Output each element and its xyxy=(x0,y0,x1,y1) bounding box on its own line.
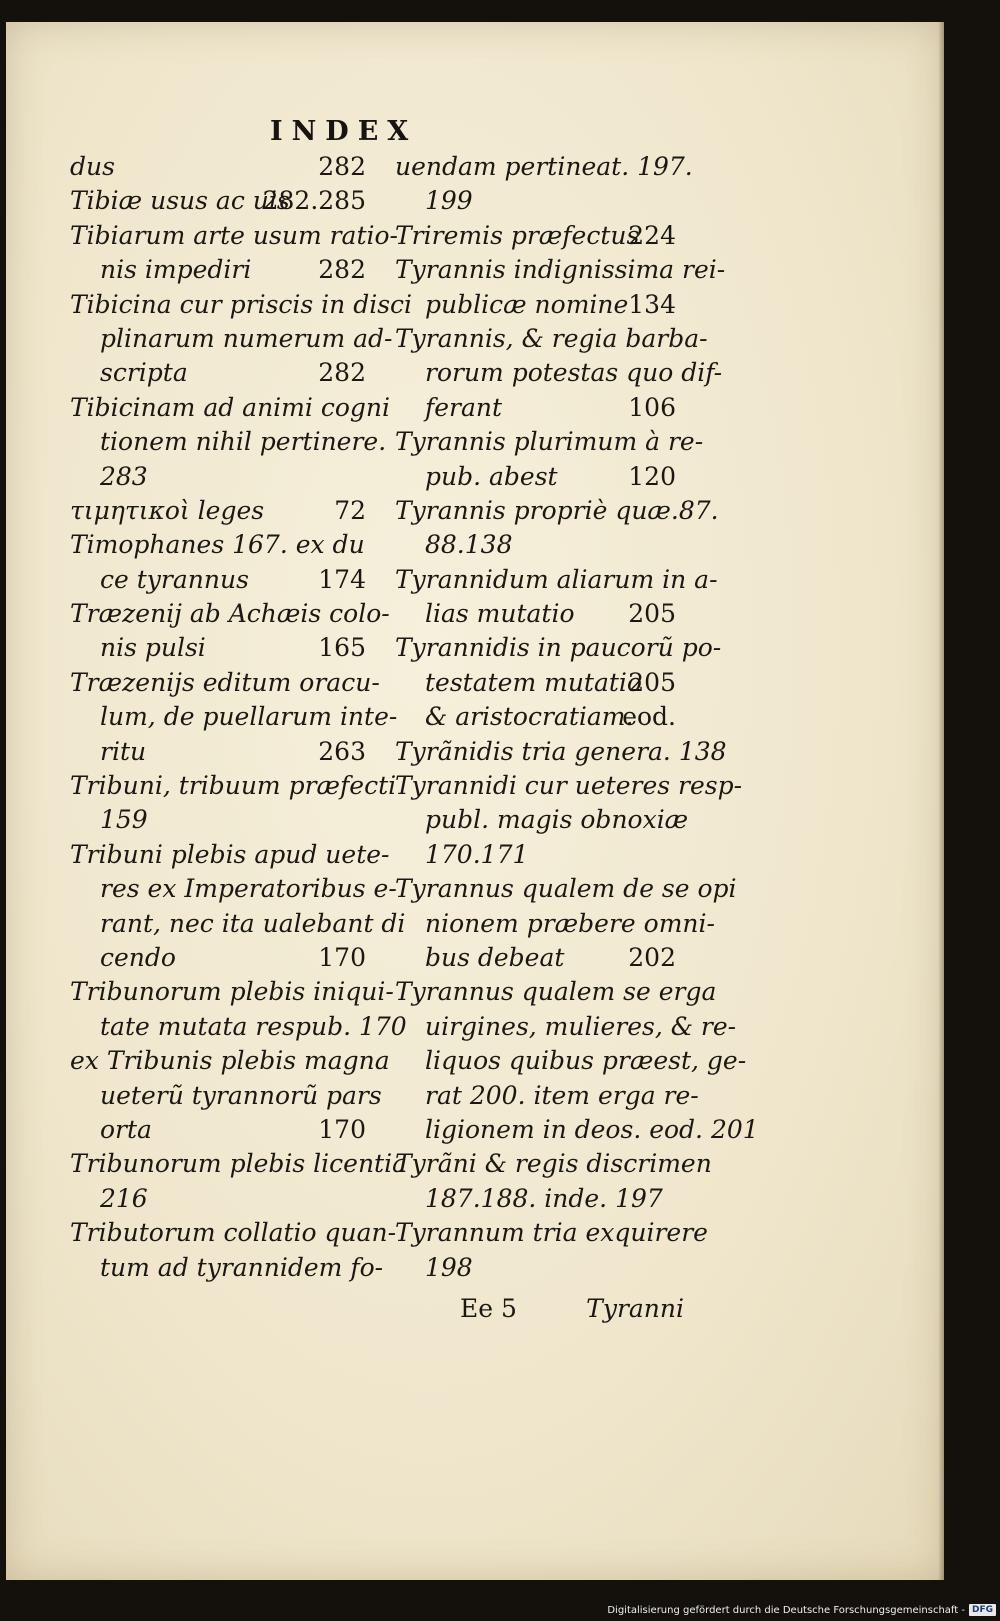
entry-line xyxy=(395,494,719,528)
entry-line xyxy=(70,1251,384,1285)
dfg-logo: DFG xyxy=(969,1604,996,1616)
page-reference: 263 xyxy=(318,736,366,766)
entry-text: res ex Imperatoribus e- xyxy=(100,874,397,904)
entry-text: tate mutata respub. 170 xyxy=(100,1011,407,1041)
entry-line xyxy=(70,803,370,837)
entry-line xyxy=(395,941,680,975)
entry-line xyxy=(70,1044,390,1078)
index-entry xyxy=(395,1216,708,1285)
entry-text: uirgines, mulieres, & re- xyxy=(425,1011,737,1041)
index-column-right xyxy=(395,150,759,1285)
entry-line xyxy=(395,391,680,425)
entry-text: Træzenijs editum oracu- xyxy=(70,667,380,697)
entry-text: Tyrannus qualem se erga xyxy=(395,977,717,1007)
entry-text: testatem mutatio xyxy=(425,667,642,697)
index-entry xyxy=(395,150,693,219)
index-entry xyxy=(395,563,718,632)
entry-text: Timophanes 167. ex du xyxy=(70,530,365,560)
entry-line xyxy=(395,1044,747,1078)
index-entry xyxy=(70,838,406,976)
index-entry xyxy=(395,975,759,1147)
page-reference: 282.285 xyxy=(262,186,366,216)
entry-line xyxy=(395,872,737,906)
entry-line xyxy=(70,322,393,356)
entry-text: Tyrannum tria exquirere xyxy=(395,1218,708,1248)
entry-line xyxy=(70,1182,370,1216)
entry-text: plinarum numerum ad- xyxy=(100,323,393,353)
entry-line xyxy=(395,253,726,287)
index-entry xyxy=(395,631,722,734)
index-entry xyxy=(70,219,399,288)
entry-text: 216 xyxy=(100,1183,148,1213)
index-entry xyxy=(70,1044,390,1147)
index-entry xyxy=(70,666,398,769)
entry-text: rant, nec ita ualebant di xyxy=(100,908,406,938)
entry-text: rorum potestas quo dif- xyxy=(425,358,723,388)
index-entry xyxy=(395,872,737,975)
entry-line xyxy=(70,150,370,184)
entry-line xyxy=(70,1147,407,1181)
entry-text: cendo xyxy=(100,942,176,972)
entry-line xyxy=(395,288,680,322)
entry-line xyxy=(395,1079,699,1113)
entry-line xyxy=(70,975,394,1009)
entry-line xyxy=(395,356,723,390)
page-reference: eod. xyxy=(622,702,676,732)
page-reference: 170 xyxy=(318,942,366,972)
entry-line xyxy=(70,1010,407,1044)
entry-text: Tibiæ usus ac uis xyxy=(70,186,290,216)
entry-line xyxy=(395,1147,712,1181)
index-entry xyxy=(70,528,370,597)
page-footer xyxy=(460,1294,690,1328)
page-reference: 165 xyxy=(318,633,366,663)
entry-line xyxy=(395,460,680,494)
entry-text: 283 xyxy=(100,461,148,491)
entry-line xyxy=(70,391,390,425)
entry-line xyxy=(70,460,370,494)
entry-line xyxy=(70,941,370,975)
entry-text: 159 xyxy=(100,805,148,835)
entry-line xyxy=(70,288,413,322)
index-entry xyxy=(395,1147,712,1216)
entry-line xyxy=(70,631,370,665)
entry-line xyxy=(70,425,387,459)
page-reference: 202 xyxy=(628,942,676,972)
entry-line xyxy=(395,150,693,184)
entry-line xyxy=(395,700,680,734)
entry-text: ueterũ tyrannorũ pars xyxy=(100,1080,382,1110)
index-column-left xyxy=(70,150,413,1285)
entry-text: 187.188. inde. 197 xyxy=(425,1183,663,1213)
entry-line xyxy=(70,872,397,906)
index-entry xyxy=(395,253,726,322)
entry-line xyxy=(70,666,380,700)
entry-text: Træzenij ab Achæis colo- xyxy=(70,599,390,629)
entry-text: Tyrannus qualem de se opi xyxy=(395,874,737,904)
entry-text: 199 xyxy=(425,186,473,216)
entry-text: Tibicina cur priscis in disci xyxy=(70,289,413,319)
entry-line xyxy=(395,1216,708,1250)
entry-text: tionem nihil pertinere. xyxy=(100,427,387,457)
entry-text: 88.138 xyxy=(425,530,513,560)
entry-line xyxy=(395,735,727,769)
entry-text: dus xyxy=(70,152,115,181)
entry-line xyxy=(395,1251,680,1285)
page-reference: 72 xyxy=(334,495,366,525)
entry-line xyxy=(395,975,717,1009)
entry-line xyxy=(395,1010,737,1044)
entry-text: Tibicinam ad animi cogni xyxy=(70,392,390,422)
signature-mark: Ee 5 xyxy=(460,1294,517,1323)
entry-line xyxy=(395,838,680,872)
entry-text: ce tyrannus xyxy=(100,564,249,594)
page-reference: 282 xyxy=(318,255,366,285)
entry-line xyxy=(395,803,689,837)
index-entry xyxy=(70,769,397,838)
entry-text: publicæ nomine xyxy=(425,289,629,319)
entry-text: Tyrannidum aliarum in a- xyxy=(395,564,718,594)
index-entry xyxy=(395,769,743,872)
entry-line xyxy=(70,253,370,287)
entry-text: Tyrannis indignissima rei- xyxy=(395,255,726,285)
entry-text: Triremis præfectus xyxy=(395,220,640,250)
entry-line xyxy=(70,184,370,218)
index-entry xyxy=(70,597,390,666)
entry-text: rat 200. item erga re- xyxy=(425,1080,699,1110)
entry-line xyxy=(70,769,397,803)
entry-text: bus debeat xyxy=(425,942,565,972)
page-reference: 205 xyxy=(628,599,676,629)
entry-line xyxy=(395,184,680,218)
index-entry xyxy=(70,1147,407,1216)
entry-text: Tyrannis propriè quæ.87. xyxy=(395,495,719,525)
entry-text: uendam pertineat. 197. xyxy=(395,152,693,181)
entry-text: Tibiarum arte usum ratio- xyxy=(70,220,399,250)
entry-line xyxy=(395,425,704,459)
index-entry xyxy=(70,288,413,391)
entry-text: lias mutatio xyxy=(425,599,575,629)
entry-text: τιμητικοὶ leges xyxy=(70,495,265,525)
index-entry xyxy=(70,1216,397,1285)
entry-text: nis impediri xyxy=(100,255,252,285)
index-entry xyxy=(395,219,680,253)
entry-text: 170.171 xyxy=(425,839,529,869)
entry-text: nis pulsi xyxy=(100,633,206,663)
entry-text: Tyrãni & regis discrimen xyxy=(395,1149,712,1179)
catchword: Tyranni xyxy=(586,1294,684,1323)
entry-text: orta xyxy=(100,1114,152,1144)
entry-line xyxy=(70,563,370,597)
entry-text: ex Tribunis plebis magna xyxy=(70,1046,390,1076)
page-reference: 205 xyxy=(628,667,676,697)
index-entry xyxy=(395,322,723,425)
credit-text: Digitalisierung gefördert durch die Deutsche Forschungsgemeinschaft - xyxy=(607,1604,965,1616)
index-entry xyxy=(395,425,704,494)
index-entry xyxy=(70,975,407,1044)
page-reference: 134 xyxy=(628,289,676,319)
entry-text: Tyrannidi cur ueteres resp- xyxy=(395,771,743,801)
page-header: INDEX xyxy=(270,116,418,147)
index-entry xyxy=(70,150,370,184)
entry-text: Tyrannis plurimum à re- xyxy=(395,427,704,457)
entry-line xyxy=(70,907,406,941)
entry-line xyxy=(70,1113,370,1147)
entry-text: scripta xyxy=(100,358,188,388)
entry-line xyxy=(70,838,390,872)
entry-text: lum, de puellarum inte- xyxy=(100,702,398,732)
entry-line xyxy=(70,700,398,734)
index-entry xyxy=(395,735,727,769)
entry-text: ferant xyxy=(425,392,503,422)
entry-text: nionem præbere omni- xyxy=(425,908,715,938)
entry-text: Tribunorum plebis iniqui- xyxy=(70,977,394,1007)
entry-text: ligionem in deos. eod. 201 xyxy=(425,1114,759,1144)
entry-line xyxy=(70,219,399,253)
page-reference: 282 xyxy=(318,358,366,388)
page-reference: 174 xyxy=(318,564,366,594)
entry-text: Tyrãnidis tria genera. 138 xyxy=(395,736,727,766)
entry-line xyxy=(70,597,390,631)
entry-text: Tyrannis, & regia barba- xyxy=(395,323,708,353)
page-reference: 224 xyxy=(628,220,676,250)
entry-text: pub. abest xyxy=(425,461,558,491)
entry-text: Tyrannidis in paucorũ po- xyxy=(395,633,722,663)
page-reference: 106 xyxy=(628,392,676,422)
page-reference: 282 xyxy=(318,152,366,181)
entry-line xyxy=(70,1079,382,1113)
entry-text: tum ad tyrannidem fo- xyxy=(100,1252,384,1282)
entry-line xyxy=(395,907,715,941)
index-entry xyxy=(395,494,719,563)
entry-line xyxy=(395,528,680,562)
entry-line xyxy=(70,528,370,562)
entry-text: Tribuni, tribuum præfecti xyxy=(70,771,397,801)
entry-line xyxy=(395,597,680,631)
page-reference: 120 xyxy=(628,461,676,491)
page-reference: 170 xyxy=(318,1114,366,1144)
entry-text: ritu xyxy=(100,736,147,766)
entry-text: liquos quibus præest, ge- xyxy=(425,1046,747,1076)
entry-line xyxy=(395,563,718,597)
entry-line xyxy=(395,322,708,356)
entry-text: publ. magis obnoxiæ xyxy=(425,805,689,835)
entry-text: Tribuni plebis apud uete- xyxy=(70,839,390,869)
entry-line xyxy=(70,356,370,390)
entry-line xyxy=(70,1216,397,1250)
entry-text: & aristocratiam. xyxy=(425,702,634,732)
entry-line xyxy=(395,666,680,700)
index-entry xyxy=(70,494,370,528)
digitization-credit xyxy=(607,1601,996,1619)
entry-line xyxy=(395,769,743,803)
index-entry xyxy=(70,184,370,218)
index-entry xyxy=(70,391,390,494)
entry-line xyxy=(395,219,680,253)
entry-line xyxy=(395,1182,680,1216)
entry-text: 198 xyxy=(425,1252,473,1282)
entry-text: Tributorum collatio quan- xyxy=(70,1218,397,1248)
entry-line xyxy=(70,735,370,769)
entry-line xyxy=(395,631,722,665)
entry-text: Tribunorum plebis licentia xyxy=(70,1149,407,1179)
entry-line xyxy=(70,494,370,528)
entry-line xyxy=(395,1113,759,1147)
